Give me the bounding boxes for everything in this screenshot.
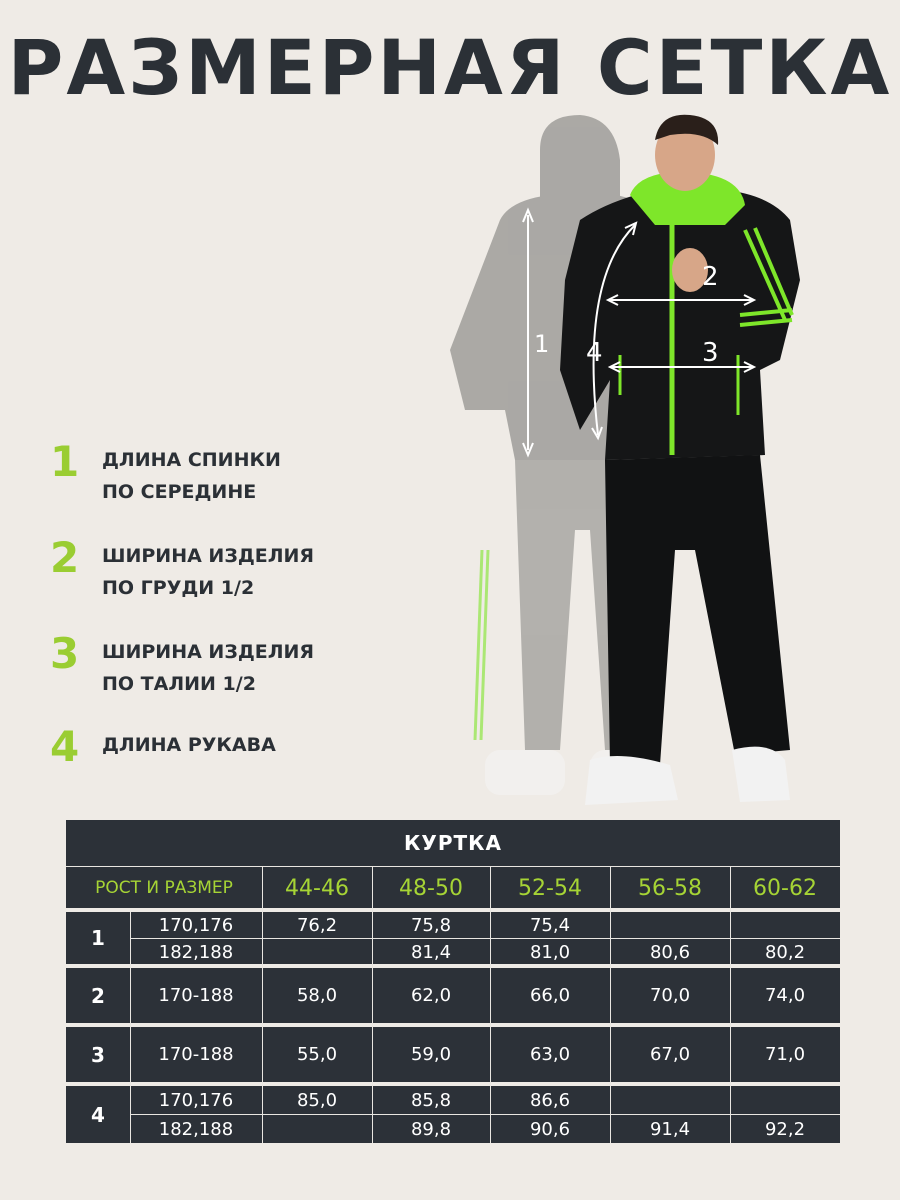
legend-label: ДЛИНА СПИНКИ ПО СЕРЕДИНЕ xyxy=(102,449,281,503)
legend-number: 3 xyxy=(50,629,80,678)
value-cell xyxy=(262,939,372,965)
value-cell: 74,0 xyxy=(764,985,806,1006)
value-cell: 81,4 xyxy=(410,941,452,963)
value-cell: 70,0 xyxy=(649,985,691,1006)
legend-number: 4 xyxy=(50,722,80,771)
row-label: 3 xyxy=(91,1042,105,1067)
value-cell: 76,2 xyxy=(296,914,338,936)
value-cell: 62,0 xyxy=(410,985,452,1006)
size-table xyxy=(66,820,840,1143)
value-cell: 91,4 xyxy=(649,1118,691,1140)
height-cell: 182,188 xyxy=(158,941,234,963)
value-cell: 85,8 xyxy=(410,1089,452,1111)
value-cell xyxy=(610,1086,730,1114)
size-header: 56-58 xyxy=(638,875,702,901)
height-cell: 170-188 xyxy=(158,1044,234,1065)
row-label: 1 xyxy=(91,926,105,950)
value-cell: 75,4 xyxy=(529,914,571,936)
height-cell: 170-188 xyxy=(158,985,234,1006)
height-cell: 170,176 xyxy=(158,914,234,936)
measurement-marker-3: 3 xyxy=(702,338,719,368)
measurement-marker-1: 1 xyxy=(534,330,550,358)
legend-number: 2 xyxy=(50,533,80,582)
value-cell xyxy=(730,912,840,938)
size-header: 52-54 xyxy=(518,875,582,901)
model-illustration xyxy=(440,110,820,810)
value-cell: 92,2 xyxy=(764,1118,806,1140)
height-cell: 182,188 xyxy=(158,1118,234,1140)
table-title: КУРТКА xyxy=(404,831,502,855)
legend-label: ДЛИНА РУКАВА xyxy=(102,734,276,756)
value-cell xyxy=(730,1086,840,1114)
product-photo xyxy=(440,110,820,810)
value-cell: 75,8 xyxy=(410,914,452,936)
value-cell: 58,0 xyxy=(296,985,338,1006)
row-label: 2 xyxy=(91,983,105,1008)
size-header: 60-62 xyxy=(753,875,817,901)
value-cell: 80,2 xyxy=(764,941,806,963)
value-cell: 81,0 xyxy=(529,941,571,963)
legend-label: ШИРИНА ИЗДЕЛИЯ ПО ТАЛИИ 1/2 xyxy=(102,641,315,695)
row-label: 4 xyxy=(91,1102,105,1127)
value-cell: 67,0 xyxy=(649,1044,691,1065)
corner-label: РОСТ И РАЗМЕР xyxy=(95,878,233,898)
size-header: 44-46 xyxy=(285,875,349,901)
left-shoe xyxy=(585,756,678,805)
value-cell: 71,0 xyxy=(764,1044,806,1065)
value-cell: 86,6 xyxy=(529,1089,571,1111)
value-cell: 89,8 xyxy=(410,1118,452,1140)
value-cell: 55,0 xyxy=(296,1044,338,1065)
value-cell: 90,6 xyxy=(529,1118,571,1140)
size-header: 48-50 xyxy=(399,875,463,901)
measurement-marker-4: 4 xyxy=(586,338,603,368)
height-cell: 170,176 xyxy=(158,1089,234,1111)
value-cell: 59,0 xyxy=(410,1044,452,1065)
value-cell: 85,0 xyxy=(296,1089,338,1111)
value-cell: 66,0 xyxy=(529,985,571,1006)
value-cell: 63,0 xyxy=(529,1044,571,1065)
legend-label: ШИРИНА ИЗДЕЛИЯ ПО ГРУДИ 1/2 xyxy=(102,545,315,599)
value-cell xyxy=(610,912,730,938)
right-shoe xyxy=(732,747,790,802)
value-cell: 80,6 xyxy=(649,941,691,963)
measurement-marker-2: 2 xyxy=(702,262,719,292)
legend-number: 1 xyxy=(50,437,80,486)
page-title: РАЗМЕРНАЯ СЕТКА xyxy=(7,23,893,112)
value-cell xyxy=(262,1115,372,1143)
